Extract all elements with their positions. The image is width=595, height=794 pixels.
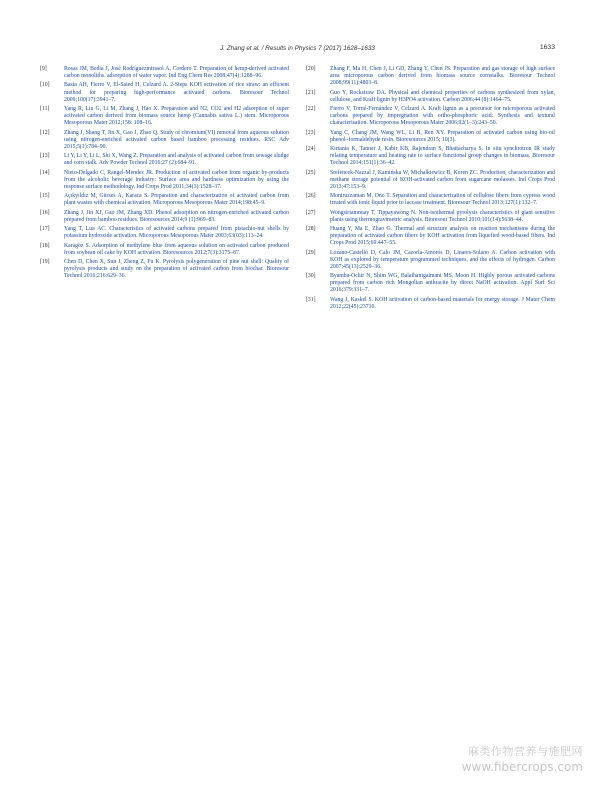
reference-number: [27] xyxy=(306,209,316,216)
reference-item xyxy=(306,130,555,144)
page-header xyxy=(40,44,555,56)
reference-number: [30] xyxy=(306,273,316,280)
reference-link[interactable]: Li Y, Li Y, Li L, Shi X, Wang Z. Preparation and analysis of activated carbon from sewage sludge and corn stalk. Adv Powder Technol 2016;27 (2):684–91. xyxy=(64,153,289,167)
reference-number: [31] xyxy=(306,296,316,303)
reference-item xyxy=(306,226,555,247)
reference-number: [16] xyxy=(40,209,50,216)
reference-link[interactable]: Moniruzzaman M, Ono T. Separation and characterization of cellulose fibers from cypress wood treated with ionic liquid prior to laccase treatment. Bioresour Technol 2013;127(1):132–7. xyxy=(330,193,555,207)
reference-link[interactable]: Guo Y, Rockstraw DA. Physical and chemical properties of carbons synthesized from xylan, cellulose, and Kraft lignin by H3PO4 activation. Carbon 2006;44 (8):1464–75. xyxy=(330,89,555,103)
reference-link[interactable]: Yang R, Liu G, Li M, Zhang J, Hao X. Preparation and N2, CO2 and H2 adsorption of super activated carbon derived from biomass source hemp (Cannabis sativa L.) stem. Microporous Mesoporous Mater 2012;158: 108–16. xyxy=(64,106,289,127)
reference-item xyxy=(40,170,289,191)
reference-link[interactable]: Yang T, Lua AC. Characteristics of activated carbons prepared from pistachio-nut shells by potassium hydroxide activation. Microporous Mesoporous Mater 2003;63(03):113–24. xyxy=(64,226,289,240)
reference-link[interactable]: Lozano-Castelló D, Calo JM, Cazorla-Amorós D, Linares-Solano A. Carbon activation with KOH as explored by temperature programmed techniques, and the effects of hydrogen. Carbon 2007;45(13):2529–36. xyxy=(330,249,555,270)
reference-item xyxy=(306,210,555,224)
reference-item xyxy=(306,250,555,271)
reference-number: [12] xyxy=(40,129,50,136)
reference-link[interactable]: Fierro V, Torné-Fernández V, Celzard A. Kraft lignin as a precursor for microporous activated carbons prepared by impregnation with ortho-phosphoric acid: Synthesis and textural characterisation. Microporous Mesoporous Mater 2006;92(1–3):243–50. xyxy=(330,106,555,127)
reference-item xyxy=(40,243,289,257)
reference-link[interactable]: Basta AH, Fierro V, El-Saied H, Celzard A. 2-Steps KOH activation of rice straw: an efficient method for preparing high-performance activated carbons. Bioresour Technol 2009;100(17):3941–7. xyxy=(64,82,289,103)
reference-link[interactable]: Rosas JM, Bedia J, José Rodríguezmirasol A, Cordero T. Preparation of hemp-derived activated carbon monoliths. adsorption of water vapor. Ind Eng Chem Res 2008;47(4):1288–96. xyxy=(64,66,289,80)
journal-running-head: J. Zhang et al. / Results in Physics 7 (2017) 1628–1633 xyxy=(220,45,375,52)
reference-number: [19] xyxy=(40,259,50,266)
reference-link[interactable]: Nieto-Delgado C, Rangel-Mendez JR. Production of activated carbon from organic by-products from the alcoholic beverage industry: Surface area and hardness optimization by using the response surface methodology. Ind Crops Prod 2011;34(3):1528–37. xyxy=(64,169,289,190)
reference-item xyxy=(40,226,289,240)
reference-number: [28] xyxy=(306,226,316,233)
reference-number: [14] xyxy=(40,169,50,176)
reference-link[interactable]: Karagöz S. Adsorption of methylene blue from aqueous solution on activated carbon produced from soybean oil cake by KOH activation. Bioresources 2012;7(3):3175–87. xyxy=(64,242,289,256)
watermark xyxy=(462,743,583,774)
reference-item xyxy=(40,210,289,224)
watermark-url: www.fibercrops.com xyxy=(461,760,583,774)
reference-link[interactable]: Srefencek-Nazzal J, Kamińska W, Michalkiewicz B, Koren ZC. Production, characterization and methane storage potential of KOH-activated carbon from sugarcane molasses. Ind Crops Prod 2013;47:153–9. xyxy=(330,169,555,190)
reference-item xyxy=(40,130,289,151)
reference-item xyxy=(40,193,289,207)
reference-number: [25] xyxy=(306,169,316,176)
reference-number: [24] xyxy=(306,146,316,153)
reference-link[interactable]: Zhang J, Jin XJ, Gao JM, Zhang XD. Phenol adsorption on nitrogen-enriched activated carbon prepared from bamboo residues. Bioresources 2014;9 (1):969–83. xyxy=(64,209,289,223)
reference-link[interactable]: Kirtania K, Tanner J, Kabir KB, Rajendran S, Bhattacharya S. In situ synchrotron IR study relating temperature and heating rate to surface functional group changes in biomass. Bioresour Technol 2014;151(1):36–42. xyxy=(330,146,555,167)
reference-item xyxy=(306,193,555,207)
reference-item xyxy=(306,273,555,294)
reference-item xyxy=(306,170,555,191)
reference-number: [15] xyxy=(40,193,50,200)
reference-item xyxy=(306,146,555,167)
reference-item xyxy=(40,82,289,103)
reference-item xyxy=(306,297,555,311)
reference-item xyxy=(40,106,289,127)
reference-link[interactable]: Wang J, Kaskel S. KOH activation of carbon-based materials for energy storage. J Mater Chem 2012;22(45):23710. xyxy=(330,296,555,310)
reference-link[interactable]: Chen D, Chen X, Sun J, Zheng Z, Fu K. Pyrolysis polygeneration of pine nut shell: Quality of pyrolysis products and study on the preparation of activated carbon from biochar. Bioresour Technol 2016;216:629–36. xyxy=(64,259,289,280)
reference-number: [13] xyxy=(40,153,50,160)
reference-number: [17] xyxy=(40,226,50,233)
reference-number: [29] xyxy=(306,249,316,256)
reference-number: [18] xyxy=(40,242,50,249)
reference-number: [26] xyxy=(306,193,316,200)
reference-item xyxy=(40,153,289,167)
reference-item xyxy=(306,106,555,127)
references-left-column xyxy=(40,66,289,283)
reference-link[interactable]: Zhang J, Shang T, Jin X, Gao J, Zhao Q. Study of chromium(VI) removal from aqueous solution using nitrogen-enriched activated carbon based bamboo processing residues. RSC Adv 2015;5(1):784–90. xyxy=(64,129,289,150)
reference-number: [10] xyxy=(40,82,50,89)
reference-link[interactable]: Huang Y, Ma E, Zhao G. Thermal and structure analysis on reaction mechanisms during the preparation of activated carbon fibers by KOH activation from liquefied wood-based fibers. Ind Crops Prod 2015;69:447–55. xyxy=(330,226,555,247)
reference-number: [11] xyxy=(40,106,50,113)
reference-number: [20] xyxy=(306,66,316,72)
reference-number: [9] xyxy=(40,66,47,72)
reference-link[interactable]: Açıkyıldız M, Gürses A, Karaca S. Preparation and characterization of activated carbon from plant wastes with chemical activation. Microporous Mesoporous Mater 2014;198:45–9. xyxy=(64,193,289,207)
reference-item xyxy=(40,66,289,80)
reference-link[interactable]: Wongsiriamnuay T, Tippayawong N. Non-isothermal pyrolysis characteristics of giant sensitive plants using thermogravimetric analysis. Bioresour Technol 2010;101(14):5638–44. xyxy=(330,209,555,223)
reference-item xyxy=(306,90,555,104)
reference-item xyxy=(40,259,289,280)
reference-number: [23] xyxy=(306,129,316,136)
reference-link[interactable]: Yang C, Chang JM, Wang WL, Li B, Ren XY. Preparation of activated carbon using bio-oil phenol–formaldehyde resin. Bioresources 2015; 10(3). xyxy=(330,129,555,143)
references-right-column xyxy=(306,66,555,313)
reference-number: [21] xyxy=(306,89,316,96)
reference-number: [22] xyxy=(306,106,316,113)
reference-link[interactable]: Byamba-Ochir N, Shim WG, Balathanigaimani MS, Moon H. Highly porous activated carbons prepared from carbon rich Mongolian anthracite by direct NaOH activation. Appl Surf Sci 2016;379:331–7. xyxy=(330,273,555,294)
watermark-chinese-text: 麻类作物营养与施肥网 xyxy=(468,745,583,758)
page-number: 1633 xyxy=(539,44,555,51)
reference-item xyxy=(306,66,555,87)
reference-link[interactable]: Zhang F, Ma H, Chen J, Li GD, Zhang Y, Chen JS. Preparation and gas storage of high surface area microporous carbon derived from biomass source cornstalks. Bioresour Technol 2008;99(11):4803–8. xyxy=(330,66,555,87)
